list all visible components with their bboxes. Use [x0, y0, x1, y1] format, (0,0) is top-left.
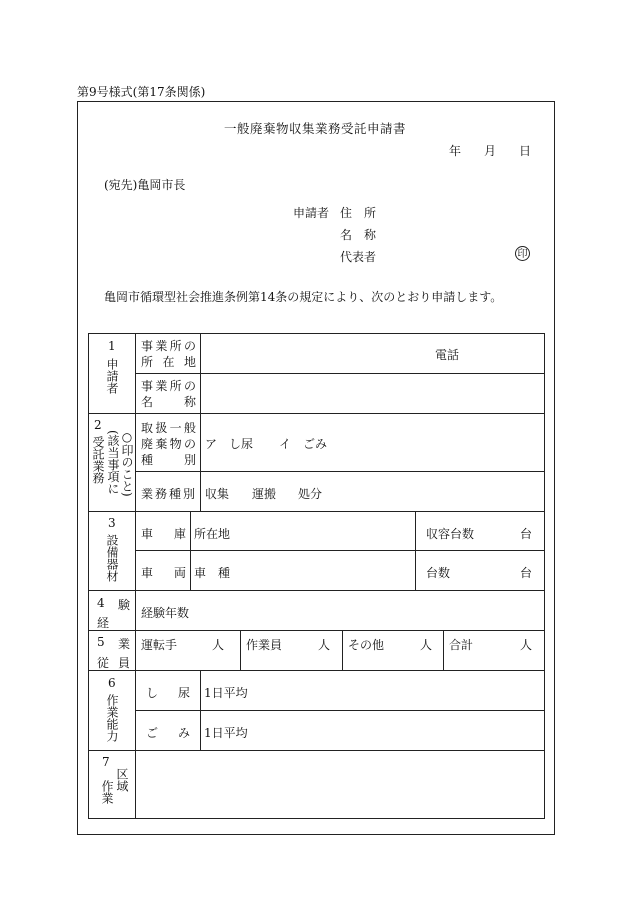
- office-name-label: [141, 377, 196, 394]
- row-separator: [135, 550, 545, 551]
- document-title: 一般廃棄物収集業務受託申請書: [223, 121, 406, 136]
- section-7-number: 7: [102, 755, 110, 769]
- label-char: 事: [141, 339, 154, 353]
- row-separator: [88, 511, 545, 512]
- section-2-note: (該当事項に: [106, 430, 120, 495]
- label-char: み: [177, 726, 190, 740]
- label-char: し: [146, 686, 159, 700]
- vehicle-label: [141, 564, 186, 581]
- office-location-label-line2: [141, 353, 196, 370]
- column-separator: [443, 630, 444, 670]
- section-6-number: 6: [108, 676, 116, 690]
- row-separator: [135, 710, 545, 711]
- label-char: 所: [141, 355, 154, 369]
- date-month-label: 月: [484, 144, 497, 158]
- label-char: 車: [141, 566, 154, 580]
- label-char: 所: [169, 379, 182, 393]
- column-separator: [190, 511, 191, 590]
- other-staff-unit: 人: [420, 638, 433, 652]
- label-char: 両: [173, 566, 186, 580]
- garbage-daily-average-label: 1日平均: [204, 726, 248, 740]
- column-separator: [200, 333, 201, 511]
- office-location-label: [141, 337, 196, 354]
- waste-option-garbage: イ ごみ: [279, 437, 328, 451]
- label-char: の: [183, 379, 196, 393]
- business-type-label: 業務種別: [141, 487, 198, 501]
- other-staff-label: その他: [348, 638, 385, 652]
- seal-mark: 印: [515, 246, 530, 261]
- row-separator: [88, 590, 545, 591]
- business-option-transport: 運搬: [252, 487, 277, 501]
- table-border-bottom: [88, 818, 545, 819]
- section-7-label: 区域: [115, 768, 129, 792]
- label-char: 般: [183, 421, 196, 435]
- section-3-number: 3: [108, 516, 116, 530]
- section-5-label-char: 業: [118, 637, 131, 651]
- label-char: 物: [169, 437, 182, 451]
- drivers-label: 運転手: [141, 638, 178, 652]
- addressee: (宛先)亀岡市長: [104, 178, 186, 192]
- section-1-number: 1: [108, 339, 116, 353]
- label-char: 別: [183, 453, 196, 467]
- section-6-label: 作業能力: [105, 694, 119, 742]
- column-separator: [240, 630, 241, 670]
- business-option-collection: 収集: [205, 487, 230, 501]
- section-5-number: 5: [97, 635, 105, 649]
- drivers-unit: 人: [212, 638, 225, 652]
- row-separator: [135, 471, 545, 472]
- waste-option-night-soil: ア し尿: [205, 437, 254, 451]
- label-char: 棄: [155, 437, 168, 451]
- total-staff-unit: 人: [520, 638, 533, 652]
- label-char: 取: [141, 421, 154, 435]
- row-separator: [135, 373, 545, 374]
- label-char: 業: [155, 379, 168, 393]
- workers-label: 作業員: [246, 638, 283, 652]
- experience-years-label: 経験年数: [141, 606, 190, 620]
- waste-type-label: [141, 419, 196, 436]
- form-number: 第9号様式(第17条関係): [77, 85, 206, 99]
- section-4-label-char: 験: [118, 598, 131, 612]
- garbage-label: [146, 724, 190, 741]
- section-3-label: 設備器材: [105, 534, 119, 582]
- date-year-label: 年: [449, 144, 462, 158]
- garage-label: [141, 525, 186, 542]
- label-char: 尿: [177, 686, 190, 700]
- garage-capacity-unit: 台: [520, 527, 533, 541]
- section-4-label-char: 経: [97, 616, 110, 630]
- section-2-label: 受託業務: [91, 436, 105, 484]
- label-char: 地: [183, 355, 196, 369]
- table-border-top: [88, 333, 545, 334]
- label-char: 扱: [155, 421, 168, 435]
- section-7-label-line2: 作業: [100, 780, 114, 804]
- business-option-disposal: 処分: [298, 487, 323, 501]
- label-char: 廃: [141, 437, 154, 451]
- applicant-name-label: 名 称: [340, 228, 377, 242]
- section-1-label: 申請者: [105, 358, 119, 394]
- applicant-representative-label: 代表者: [340, 250, 377, 264]
- application-statement: 亀岡市循環型社会推進条例第14条の規定により、次のとおり申請します。: [104, 290, 503, 304]
- label-char: 車: [141, 527, 154, 541]
- waste-type-label-line2: [141, 435, 196, 452]
- label-char: の: [183, 437, 196, 451]
- vehicle-count-unit: 台: [520, 566, 533, 580]
- office-name-label-line2: [141, 393, 196, 410]
- vehicle-count-label: 台数: [426, 566, 451, 580]
- label-char: 事: [141, 379, 154, 393]
- column-separator: [342, 630, 343, 670]
- vehicle-type-label: 車 種: [194, 566, 231, 580]
- column-separator: [135, 333, 136, 819]
- row-separator: [88, 750, 545, 751]
- phone-label: 電話: [435, 348, 460, 362]
- waste-type-label-line3: [141, 451, 196, 468]
- garage-location-label: 所在地: [194, 527, 231, 541]
- label-char: 所: [169, 339, 182, 353]
- section-5-label-char: 員: [118, 656, 131, 670]
- label-char: 種: [141, 453, 154, 467]
- section-5-label-char: 従: [97, 656, 110, 670]
- label-char: 在: [162, 355, 175, 369]
- night-soil-daily-average-label: 1日平均: [204, 686, 248, 700]
- row-separator: [88, 413, 545, 414]
- label-char: 業: [155, 339, 168, 353]
- section-2-note-line2: ○印のこと): [120, 430, 134, 497]
- workers-unit: 人: [318, 638, 331, 652]
- date-day-label: 日: [519, 144, 532, 158]
- label-char: の: [183, 339, 196, 353]
- total-staff-label: 合計: [449, 638, 474, 652]
- table-border-right: [544, 333, 545, 819]
- night-soil-label: [146, 684, 190, 701]
- column-separator: [200, 670, 201, 750]
- row-separator: [88, 630, 545, 631]
- section-4-number: 4: [97, 596, 105, 610]
- applicant-label: 申請者: [293, 206, 330, 220]
- column-separator: [415, 511, 416, 590]
- table-border-left: [88, 333, 89, 819]
- section-2-number: 2: [94, 418, 102, 432]
- garage-capacity-label: 収容台数: [426, 527, 475, 541]
- label-char: ご: [146, 726, 159, 740]
- label-char: 名: [141, 395, 154, 409]
- applicant-address-label: 住 所: [340, 206, 377, 220]
- label-char: 庫: [173, 527, 186, 541]
- label-char: 称: [183, 395, 196, 409]
- label-char: 一: [169, 421, 182, 435]
- row-separator: [88, 670, 545, 671]
